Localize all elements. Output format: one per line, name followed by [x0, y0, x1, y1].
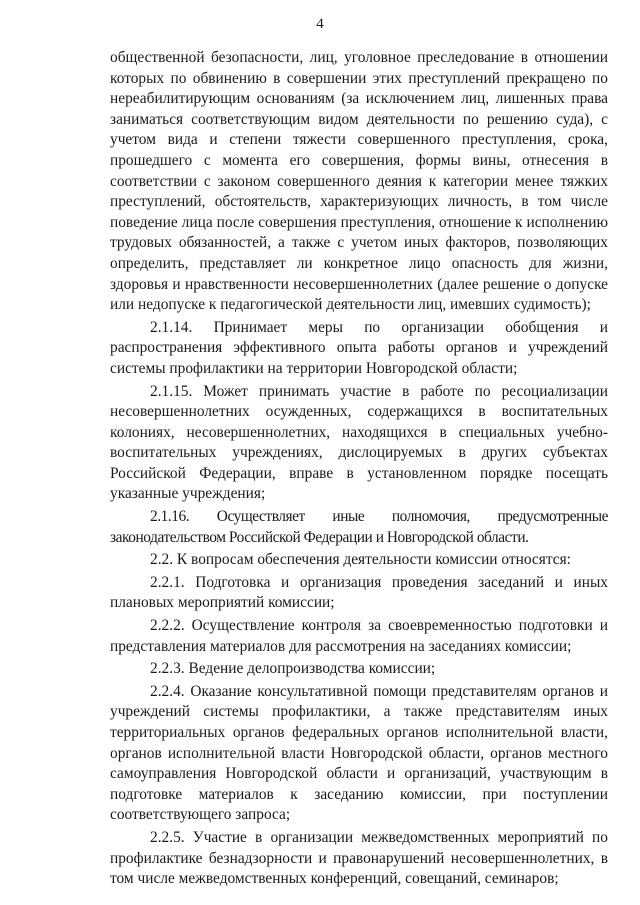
page-number: 4: [316, 16, 324, 32]
paragraph-2-2-1: 2.2.1. Подготовка и организация проведения заседаний и иных плановых мероприятий комиссии;: [110, 573, 608, 612]
paragraph-2-2-3: 2.2.3. Ведение делопроизводства комиссии;: [150, 660, 436, 678]
paragraph-2-2: 2.2. К вопросам обеспечения деятельности комиссии относятся:: [150, 551, 571, 569]
paragraph-2-1-15: 2.1.15. Может принимать участие в работе по ресоциализации несовершеннолетних осужденных, содержащихся в воспитательных колониях, несовершеннолетних, находящихся в специальных учебно-воспитательных учреждениях, дислоцируемых в других субъектах Российской Федерации, вправе в установленном порядке посещать указанные учреждения;: [110, 382, 608, 503]
paragraph-2-2-5: 2.2.5. Участие в организации межведомственных мероприятий по профилактике безнадзорности и правонарушений несовершеннолетних, в том числе межведомственных конференций, совещаний, семинаров;: [110, 828, 608, 888]
paragraph-2-1-14: 2.1.14. Принимает меры по организации обобщения и распространения эффективного опыта работы органов и учреждений системы профилактики на территории Новгородской области;: [110, 318, 608, 377]
paragraph-2-1-16: 2.1.16. Осуществляет иные полномочия, предусмотренные законодательством Российской Федерации и Новгородской области.: [110, 508, 608, 546]
paragraph-continuation: общественной безопасности, лиц, уголовное преследование в отношении которых по обвинению в совершении этих преступлений прекращено по нереабилитирующим основаниям (за исключением лиц, лишенных права заниматься соответствующим видом деятельности по решению суда), с учетом вида и степени тяжести совершенного преступления, срока, прошедшего с момента его совершения, формы вины, отнесения в соответствии с законом совершенного деяния к категории менее тяжких преступлений, обстоятельств, характеризующих личность, в том числе поведение лица после совершения преступления, отношение к исполнению трудовых обязанностей, а также с учетом иных факторов, позволяющих определить, представляет ли конкретное лицо опасность для жизни, здоровья и нравственности несовершеннолетних (далее решение о допуске или недопуске к педагогической деятельности лиц, имевших судимость);: [110, 49, 608, 314]
paragraph-2-2-4: 2.2.4. Оказание консультативной помощи представителям органов и учреждений системы профилактики, а также представителям иных территориальных органов федеральных органов исполнительной власти, органов исполнительной власти Новгородской области, органов местного самоуправления Новгородской области и организаций, участвующим в подготовке материалов к заседанию комиссии, при поступлении соответствующего запроса;: [110, 682, 608, 824]
paragraph-2-2-2: 2.2.2. Осуществление контроля за своевременностью подготовки и представления материалов для рассмотрения на заседаниях комиссии;: [110, 617, 608, 655]
document-body: [110, 48, 608, 892]
